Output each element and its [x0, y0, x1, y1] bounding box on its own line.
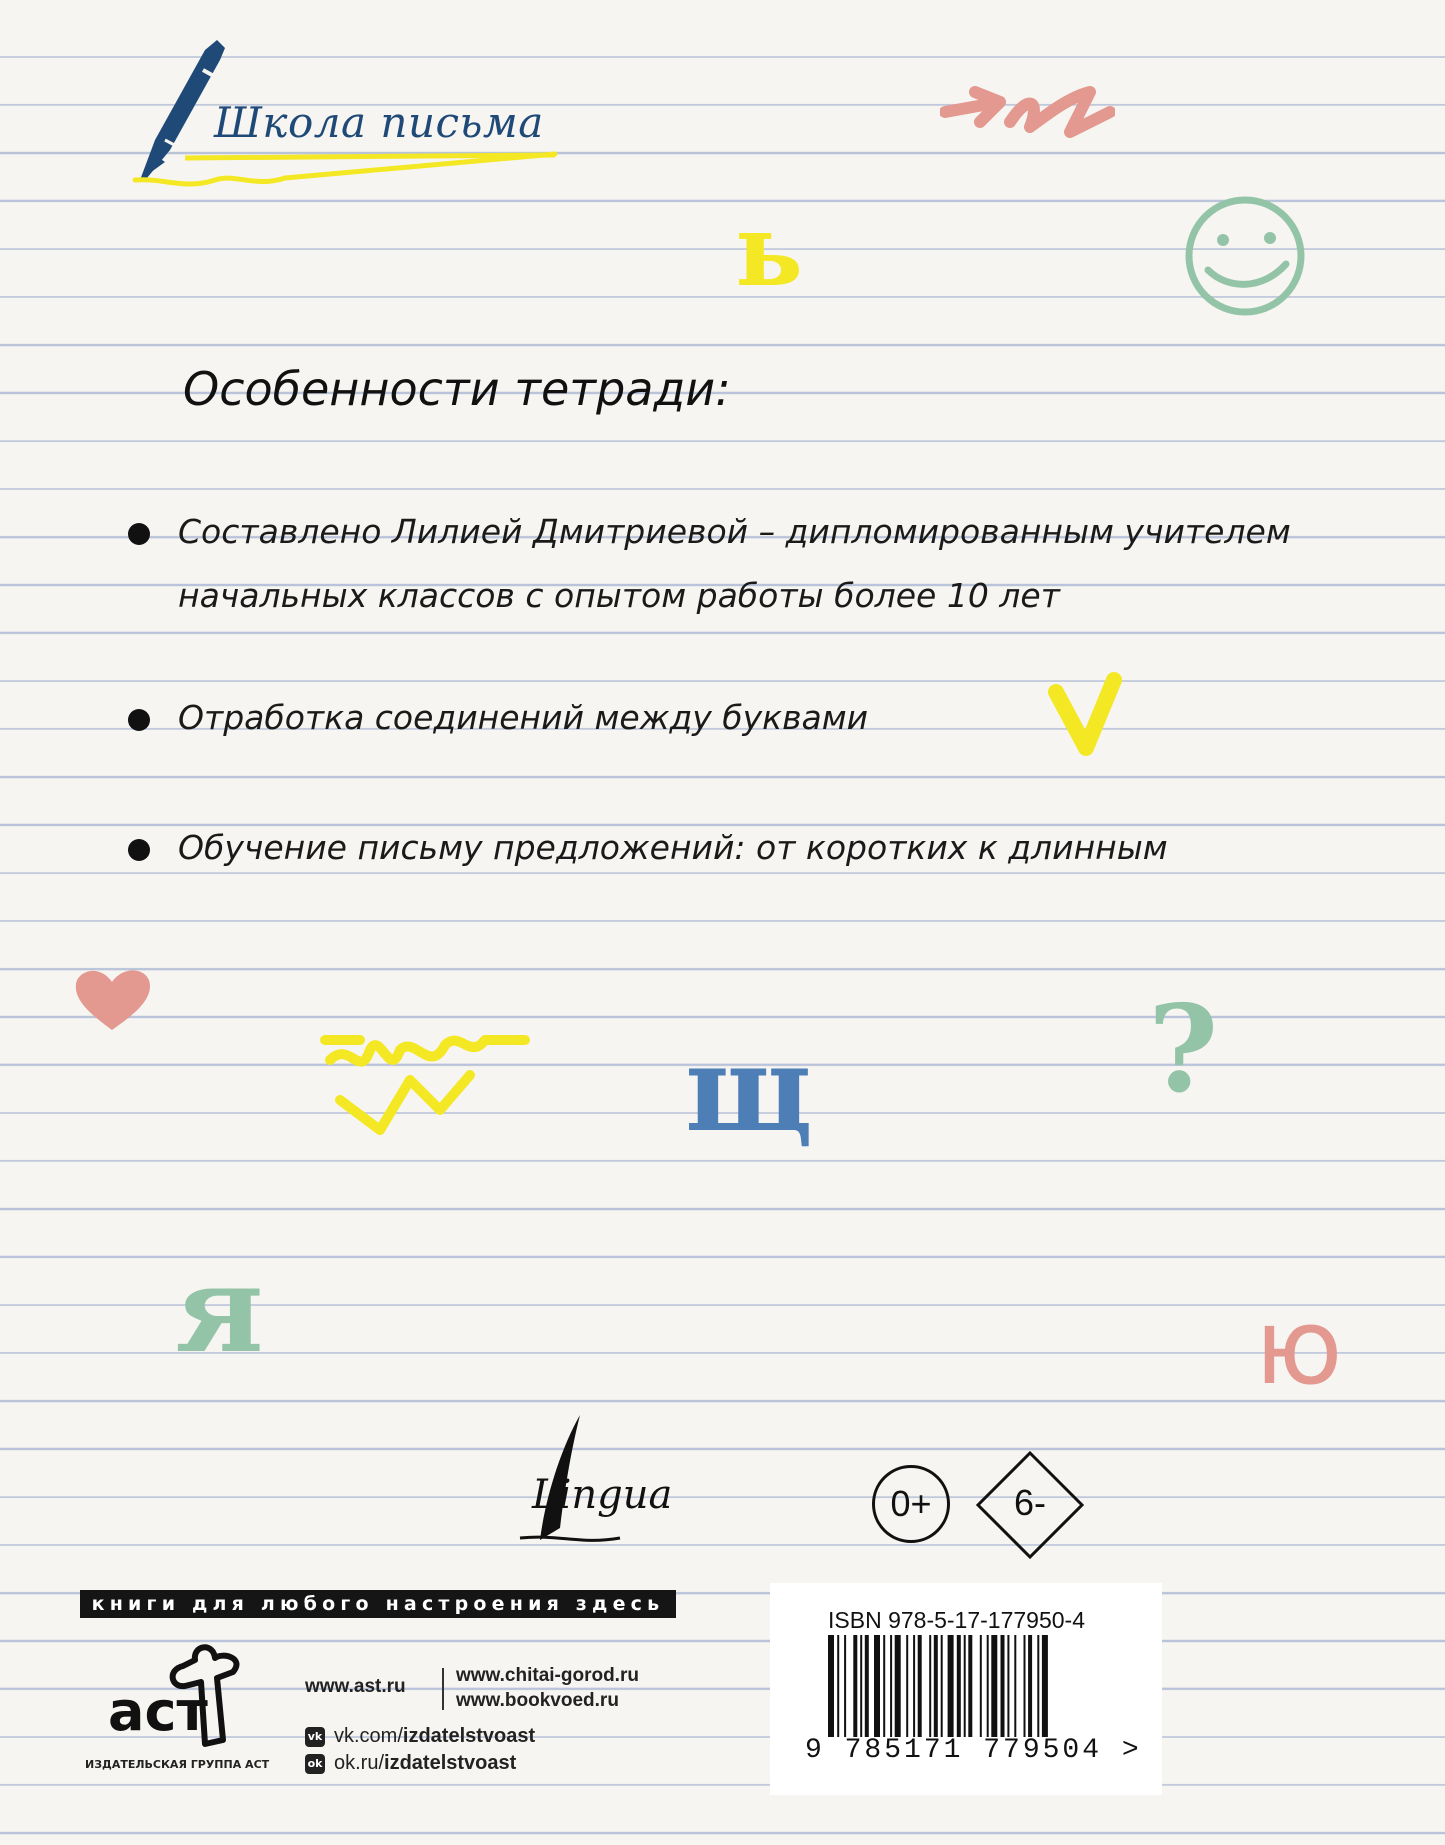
bookvoed-link[interactable]: www.bookvoed.ru: [456, 1690, 619, 1711]
yellow-scribble-sh-icon: [320, 1020, 530, 1140]
feature-item: [125, 816, 1168, 880]
feature-line: Обучение письму предложений: от коротких к длинным: [178, 828, 1168, 867]
chitai-gorod-link[interactable]: www.chitai-gorod.ru: [456, 1665, 639, 1686]
ok-icon: ok: [305, 1754, 325, 1774]
mint-letter-ya: я: [175, 1239, 264, 1380]
pink-letter-yu: ю: [1255, 1286, 1343, 1408]
vk-link[interactable]: vk.com/izdatelstvoast: [334, 1725, 536, 1747]
blue-letter-shch: щ: [685, 1019, 813, 1158]
heart-icon: [70, 962, 155, 1034]
links-divider: [442, 1668, 444, 1710]
publisher-group-label: ИЗДАТЕЛЬСКАЯ ГРУППА АСТ: [85, 1758, 270, 1771]
bullet-icon: [128, 523, 150, 545]
vk-icon: vk: [305, 1727, 325, 1747]
feature-item: [125, 500, 1291, 628]
lingua-label: Lingua: [532, 1472, 673, 1518]
barcode-icon: [828, 1635, 1148, 1737]
ok-link[interactable]: ok.ru/izdatelstvoast: [334, 1752, 517, 1774]
yellow-checkmark-icon: [1048, 670, 1124, 760]
pink-scribble-arrow-icon: [940, 82, 1115, 157]
barcode-digits: 9 785171 779504 >: [805, 1735, 1142, 1766]
ast-logo-text: аст: [108, 1680, 208, 1743]
feature-line: Составлено Лилией Дмитриевой – дипломированным учителем: [178, 512, 1291, 551]
isbn-number: ISBN 978-5-17-177950-4: [828, 1607, 1085, 1633]
question-mark-icon: ?: [1148, 979, 1219, 1120]
features-heading: Особенности тетради:: [183, 362, 731, 416]
bullet-icon: [128, 839, 150, 861]
series-title: Школа письма: [214, 98, 544, 147]
ast-site-link[interactable]: www.ast.ru: [305, 1676, 406, 1697]
publisher-slogan: книги для любого настроения здесь: [80, 1590, 676, 1618]
age-rating-badge: 0+: [872, 1465, 950, 1543]
yellow-letter-soft-sign: ь: [735, 191, 803, 309]
feature-item: [125, 686, 868, 750]
smiley-face-icon: [1178, 192, 1313, 320]
age-recommendation: 6-: [1013, 1482, 1046, 1523]
feature-line: Отработка соединений между буквами: [178, 698, 869, 737]
bullet-icon: [128, 709, 150, 731]
feature-line: начальных классов с опытом работы более 10 лет: [178, 576, 1060, 615]
